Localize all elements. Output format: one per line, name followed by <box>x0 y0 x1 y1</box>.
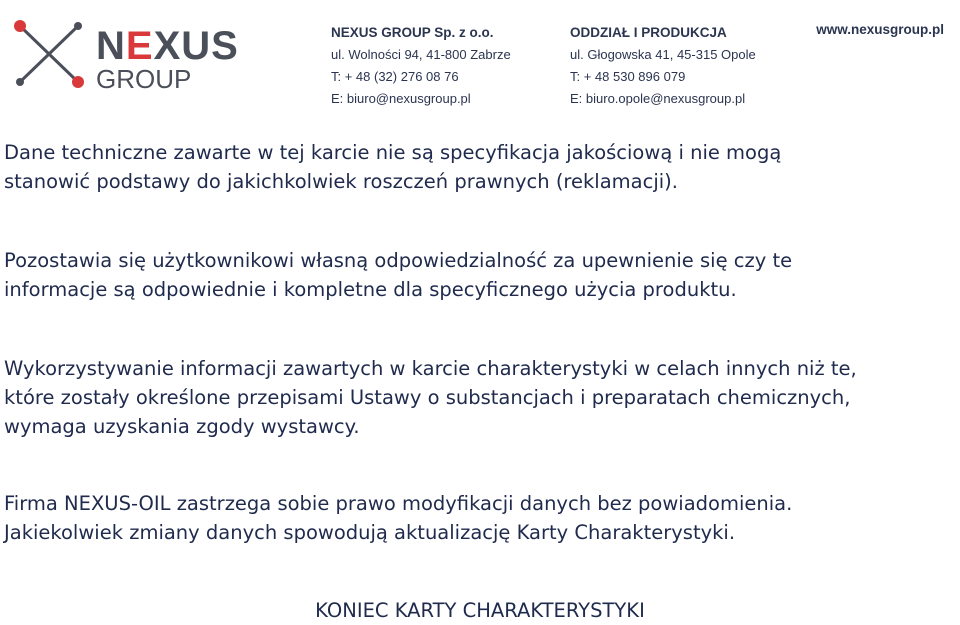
company-phone: T: + 48 (32) 276 08 76 <box>331 69 459 84</box>
website-link[interactable]: www.nexusgroup.pl <box>816 22 944 37</box>
branch-phone: T: + 48 530 896 079 <box>570 69 686 84</box>
company-title: NEXUS GROUP Sp. z o.o. <box>331 25 494 40</box>
logo-subtitle: GROUP <box>96 64 192 94</box>
paragraph-user-responsibility: Pozostawia się użytkownikowi własną odpowiedzialność za upewnienie się czy te informacje są odpowiednie i kompletne dla specyficznego użycia produktu. <box>4 249 793 301</box>
branch-address: ul. Głogowska 41, 45-315 Opole <box>570 47 756 62</box>
company-address: ul. Wolności 94, 41-800 Zabrze <box>331 47 511 62</box>
branch-contact <box>570 22 756 110</box>
end-of-sheet-title: KONIEC KARTY CHARAKTERYSTYKI <box>315 599 645 622</box>
paragraph-data-not-specification: Dane techniczne zawarte w tej karcie nie są specyfikacja jakościową i nie mogą stanowić podstawy do jakichkolwiek roszczeń prawnych (reklamacji). <box>4 141 782 193</box>
company-contact <box>331 22 511 110</box>
branch-email: E: biuro.opole@nexusgroup.pl <box>570 91 746 106</box>
network-x-icon <box>8 14 90 94</box>
disclaimer-text <box>4 138 956 597</box>
paragraph-usage-restriction: Wykorzystywanie informacji zawartych w karcie charakterystyki w celach innych niż te, które zostały określone przepisami Ustawy o substancjach i preparatach chemicznych, wymaga uzyskania zgody wystawcy. <box>4 357 857 438</box>
letterhead <box>0 0 960 112</box>
paragraph-modification-right: Firma NEXUS-OIL zastrzega sobie prawo modyfikacji danych bez powiadomienia. Jakiekolwiek zmiany danych spowodują aktualizację Karty Charakterystyki. <box>4 492 793 544</box>
logo-wordmark: NEXUS <box>96 24 239 68</box>
logo-accent-letter: E <box>125 24 154 68</box>
company-logo <box>8 14 248 94</box>
branch-title: ODDZIAŁ I PRODUKCJA <box>570 25 727 40</box>
company-email: E: biuro@nexusgroup.pl <box>331 91 471 106</box>
